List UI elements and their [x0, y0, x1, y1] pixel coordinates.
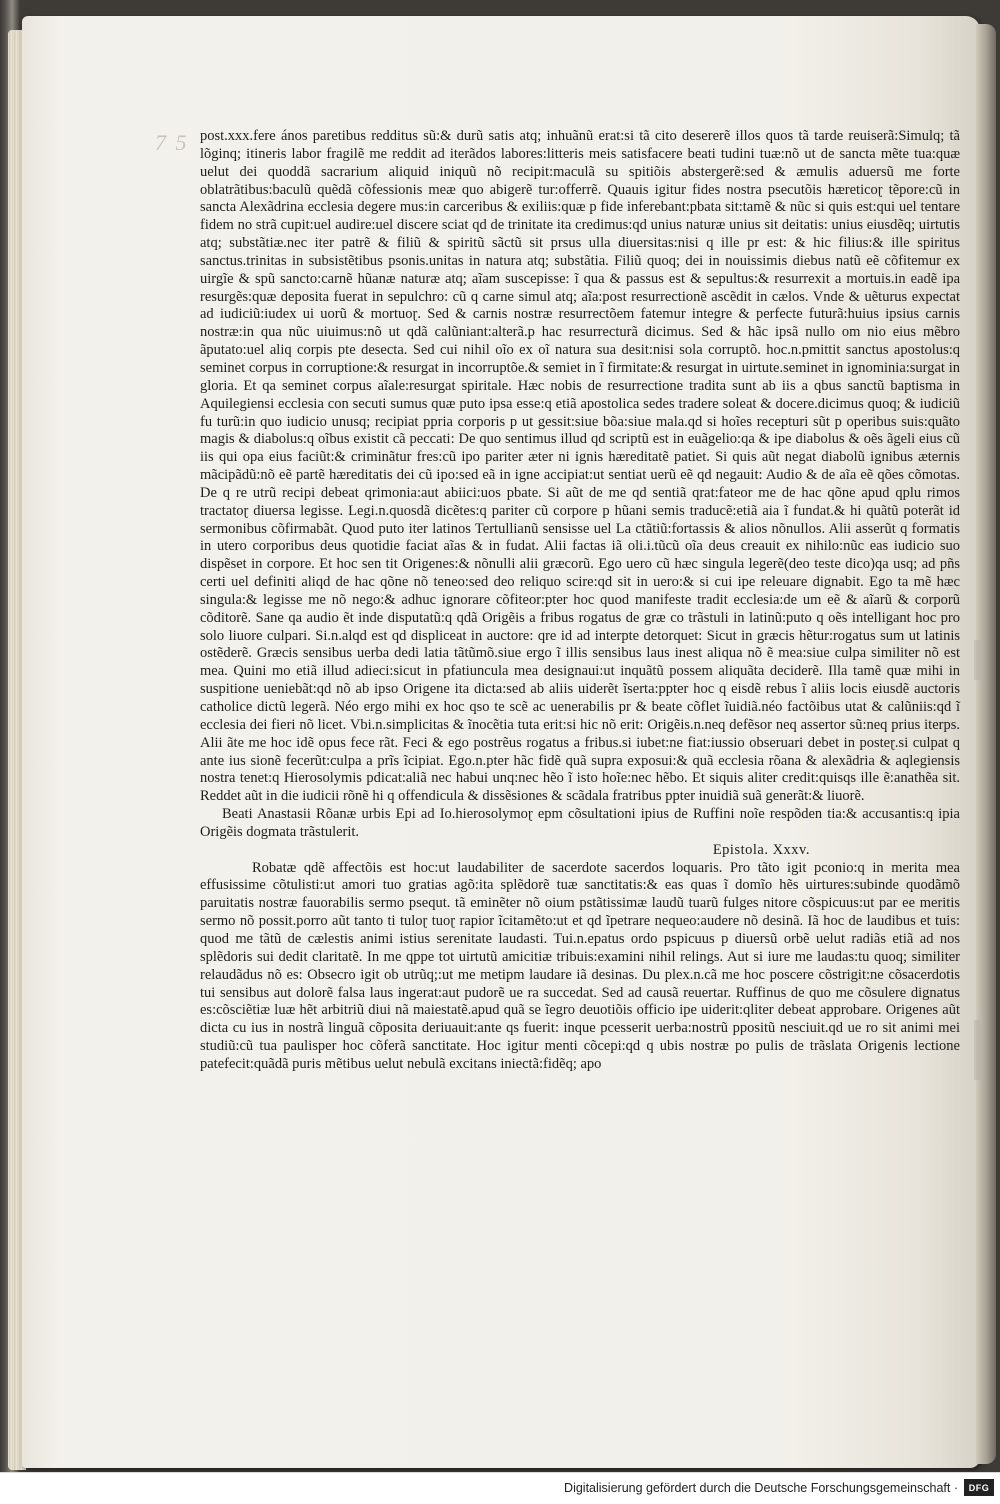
page-text: [200, 128, 960, 1074]
footer-bar: [0, 1472, 1000, 1504]
letter-heading: Beati Anastasii Rõanæ urbis Epi ad Io.hierosolymoɽ epm cõsultationi ipius de Ruffini noĩe respõden tia:& accusantis:q ipia Origẽis dogmata trãstulerit.: [200, 806, 960, 840]
bleed-mark: [974, 1020, 980, 1080]
footer-credit: Digitalisierung gefördert durch die Deutsche Forschungsgemeinschaft ·: [564, 1481, 958, 1495]
folio-mark: 7 5: [155, 130, 189, 155]
dfg-logo: DFG: [964, 1479, 994, 1496]
bleed-mark: [974, 640, 980, 680]
page-right-edge: [976, 24, 996, 1464]
letter-body: [200, 860, 960, 1074]
letter-text: Robatæ qdẽ affectõis est hoc:ut laudabiliter de sacerdote sacerdos loquaris. Pro tãto igit pconio:q in merita mea effusissime cõtulisti:ut amori tuo gratias agõ:ita splẽdorẽ tuæ sanctitatis:& eas quas ĩ domĩo hẽs uirtures:subinde quodãmõ paruitatis nostræ fauorabilis sermo psequt. tã eminẽter nõ oium pstãtissimæ laudũ tuarũ fulges nitore cõspicuus:ut par ee meritis sermo nõ possit.porro aũt tanto ti tuloɽ tuoɽ rapior ĩcitamẽto:ut et qd ĩpetrare nequeo:audere nõ desinã. Iã hoc de laudibus et tuis: quod me tãtũ de cælestis animi istius serenitate laudasti. Tui.n.epatus ordo pspicuus p diuersũ orbẽ uelut radiãs etiã ad nos splẽdoris sui dedit claritatẽ. In me qppe tot uirtutũ amicitiæ tribuis:examini nihil relings. Aut si iure me laudas:tu quoq; similiter relaudãdus nõ es: Obsecro igit ob utrũq;:ut me metipm laudare iã desinas. Du plex.n.cã me hoc poscere cõstrigit:ne cõsacerdotis tui sensibus aut dolorẽ falsa laus ingerat:aut pudorẽ ue ra succedat. Sed ad causã reuertar. Ruffinus de quo me cõsulere dignatus es:cõsciẽtiæ luæ hẽt arbitriũ diui nã maiestatẽ.apud quã se ĩegro deuotiõis officio ipe uiderit:qliter debeat approbare. Origenes aũt dicta cu ius in nostrã linguã cõposita deriuauit:ante qs fuerit: inque pcesserit uerba:nostrũ ppositũ nesciuit.qd ue ro sit animi mei studiũ:cũ tua paulisper hoc cõferã sanctitate. Hoc igitur menti cõcepi:qd q ubis nostræ po pulis de trãslata Origenis lectione patefecit:quãdã puris mẽtibus uelut nebulã excitans iniectã:fidẽq; apo: [200, 859, 960, 1072]
epistola-label: Epistola. Xxxv.: [712, 841, 810, 858]
body-paragraph: post.xxx.fere ános paretibus redditus sũ:& durũ satis atq; inhuãnũ erat:si tã cito desererẽ illos quos tã tarde reuiserã:Simulq; tã lõginq; itineris labor fragilẽ me reddit ad iterãdos labores:litteris meis satisfacere beati tudini tuæ:nõ ut de sancta mẽte tua:quæ uelut dei quoddã sacrarium aliquid iniquũ nõ recipit:maculã su spitiõis abstergerẽ:sed & æmulis aduersũ me forte oblatrãtibus:baculũ quẽdã cõfessionis meæ quo abigerẽ tur:offerrẽ. Quauis igitur fides nostra psecutõis hæreticoɽ tẽpore:cũ in sancta Alexãdrina ecclesia degere mus:in carceribus & exiliis:quæ p fide inferebant:pbata sit:tamẽ & nũc si quis est:qui uel tentare fidem no strã cupit:uel audire:uel discere sciat qd de trinitate ita credimus:qd unius naturæ unius sit deitatis: unius eiusdẽq; uirtutis atq; substãtiæ.nec iter patrẽ & filiũ & spiritũ sãctũ sit prsus ulla diuersitas:nisi q ille pr est: & hic filius:& ille spiritus sanctus.trinitas in subsistẽtibus psonis.unitas in natura atq; substãtia. Filiũ quoq; dei in nouissimis diebus natũ eẽ cõfitemur ex uirgĩe & spũ sancto:carnẽ hũanæ naturæ atq; aĩam suscepisse: ĩ qua & passus est & sepultus:& resurrexit a mortuis.in eadẽ ipa resurgẽs:quæ deposita fuerat in sepulchro: cũ q carne simul atq; aĩa:post resurrectionẽ ascẽdit in cælos. Vnde & uẽturus expectat ad iudiciũ:iudex ui uorũ & mortuoɽ. Sed & carnis nostræ resurrectõem fatemur integre & perfecte futurã:huius ipsius carnis nostræ:in qua nũc uiuimus:nõ ut qdã calũniant:alterã.p hac resurrecturã dicimus. Sed & hãc ipsã nullo om nio eius mẽbro ãputato:uel aliq corpis pte desecta. Sed cui nihil oĩo ex oĩ natura sua desit:nisi sola corruptõ. hoc.n.pmittit sanctus apostolus:q seminet corpus in corruptione:& resurgat in incorruptõe.& semiet in ĩ firmitate:& resurgat in uirtute.seminet in ignominia:surgat in gloria. Et qa seminet corpus aĩale:resurgat spiritale. Hæc nobis de resurrectione tradita sunt ab iis a qbus sanctũ baptisma in Aquilegiensi ecclesia con secuti sumus quæ puto ipsa esse:q etiã apostolica sedes tradere soleat & docere.dicimus quoq; & iudiciũ fu turũ:in quo iudicio unusq; recipiat ppria corporis p ut gessit:siue bõa:siue mala.qd si hoĩes recepturi sũt p operibus suis:quãto magis & diabolus:q oĩbus existit cã peccati: De quo sentimus illud qd scriptũ est in euãgelio:qa & ipe diabolus & oẽs ãgeli eius cũ iis qui opa eius faciũt:& criminãtur fres:cũ ipo pariter æter ni ignis hæreditatẽ patiet. Si quis aũt negat diabolũ ignibus æternis mãcipãdũ:nõ eẽ partẽ hæreditatis dei cũ ipo:sed eã in igne accipiat:ut sentiat uerũ eẽ qd negauit: Audio & de aĩa eẽ qões cõmotas. De q re utrũ recipi debeat qrimonia:aut abiici:uos pbate. Si aũt de me qd sentiã qrat:fateor me de hac qõne apud qplu rimos tractatoɽ diuersa legisse. Legi.n.quosdã dicẽtes:q pariter cũ corpore p hũani semis traducẽ:etiã aia ĩ fundat.& hi quãtũ poterãt id sermonibus cõfirmabãt. Quod puto iter latinos Tertullianũ sensisse uel La ctãtiũ:fortassis & alios nõnullos. Alii asserũt q formatis in utero corporibus deus quotidie faciat aĩas & in fudat. Alii factas iã oli.i.tũcũ oĩa deus creauit ex nihilo:nũc eas iudicio suo dispẽset in corpore. Et hoc sen tit Origenes:& nõnulli alii græcorũ. Ego uero cũ hæc singula legerẽ(deo teste dico)qa usq; ad pñs certi uel definiti aliqd de hac qõne nõ teneo:sed deo reliquo scire:qd sit in uero:& si cui ipe releuare dignabit. Ego ta mẽ hæc singula:& legisse me nõ nego:& adhuc ignorare cõfiteor:pter hoc quod manifeste tradit ecclesia:de um eẽ & aĩarũ & corporũ cõditorẽ. Sane qa audio ẽt inde disputatũ:q qdã Origẽis a fribus rogatus de græ co trãstuli in latinũ:puto q oẽs intelligant hoc pro solo liuore culpari. Si.n.alqd est qd displiceat in auctore: qre id ad interpte detorquet: Sicut in græcis hẽtur:rogatus sum ut latinis ostẽderẽ. Græcis sensibus uerba dedi latia tãtũmõ.siue ergo ĩ illis sensibus laus inest aliqua nõ ẽ mea:siue culpa similiter nõ est mea. Quini mo etiã illud adieci:sicut in pfatiuncula mea designaui:ut inquãtũ possem aliquãta deciderẽ. Illa tamẽ quæ mihi in suspitione ueniebãt:qd nõ ab ipso Origene ita dicta:sed ab aliis uiderẽt ĩserta:ppter hoc q eisdẽ rebus ĩ aliis locis eiusdẽ auctoris catholice dictũ legerã. Néo ergo mihi ex hoc qso te scẽ ac uenerabilis pr & beate cõflet ĩuidiã.néo factõibus utat & calũniis:qd ĩ ecclesia dei fieri nõ licet. Vbi.n.simplicitas & ĩnocẽtia tuta erit:si hic nõ erit: Origẽis.n.neq defẽsor neq assertor sũ:neq prius iterps. Alii ãte me hoc idẽ opus fece rãt. Feci & ego postrẽus rogatus a fribus.si iubet:ne fiat:iussio obseruari debet in posteɽ.si culpat q ante ius sionẽ fecerũt:culpa a prĩs ĩcipiat. Ego.n.pter hãc fidẽ quã supra exposui:& quã ecclesia rõana & alexãdria & aqlegiensis nostra tenet:q Hierosolymis pdicat:aliã nec habui unq:nec hẽo ĩ isto hoĩe:nec hẽbo. Et siquis aliter credit:quisqs ille ẽ:anathẽa sit. Reddet aũt in die iudicii rõnẽ hi q offendicula & dissẽsiones & scãdala fratribus ppter inuidiã suã generãt:& liuorẽ.: [200, 128, 960, 805]
